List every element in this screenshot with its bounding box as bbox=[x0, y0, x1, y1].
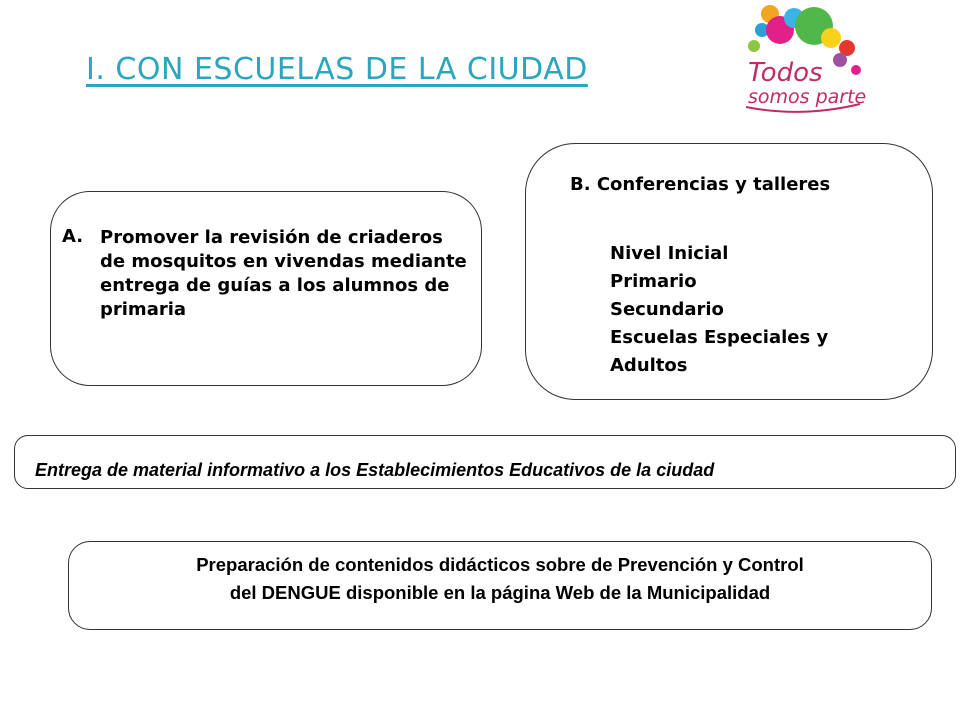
todos-somos-parte-logo bbox=[732, 0, 867, 120]
logo-circle bbox=[851, 65, 861, 75]
section-b-list bbox=[610, 240, 828, 380]
page-title: I. CON ESCUELAS DE LA CIUDAD bbox=[86, 52, 588, 87]
footer-text bbox=[68, 551, 932, 607]
logo-circle bbox=[748, 40, 760, 52]
logo-text-somos-parte: somos parte bbox=[748, 86, 867, 108]
logo-circle bbox=[821, 28, 841, 48]
footer-line-2: del DENGUE disponible en la página Web de la Municipalidad bbox=[229, 582, 771, 603]
banner-text: Entrega de material informativo a los Establecimientos Educativos de la ciudad bbox=[35, 460, 715, 480]
logo-text-todos: Todos bbox=[748, 58, 823, 88]
section-a-text: Promover la revisión de criaderos de mosquitos en vivendas mediante entrega de guías a los alumnos de primaria bbox=[100, 227, 467, 320]
list-item: Adultos bbox=[610, 355, 688, 376]
list-item: Nivel Inicial bbox=[610, 243, 729, 264]
list-item: Primario bbox=[610, 271, 697, 292]
logo-circle bbox=[833, 53, 847, 67]
list-item: Escuelas Especiales y bbox=[610, 327, 829, 348]
section-b-heading: B. Conferencias y talleres bbox=[570, 174, 831, 195]
list-item: Secundario bbox=[610, 299, 724, 320]
section-a-letter: A. bbox=[62, 226, 84, 247]
footer-line-1: Preparación de contenidos didácticos sobre de Prevención y Control bbox=[196, 554, 804, 575]
